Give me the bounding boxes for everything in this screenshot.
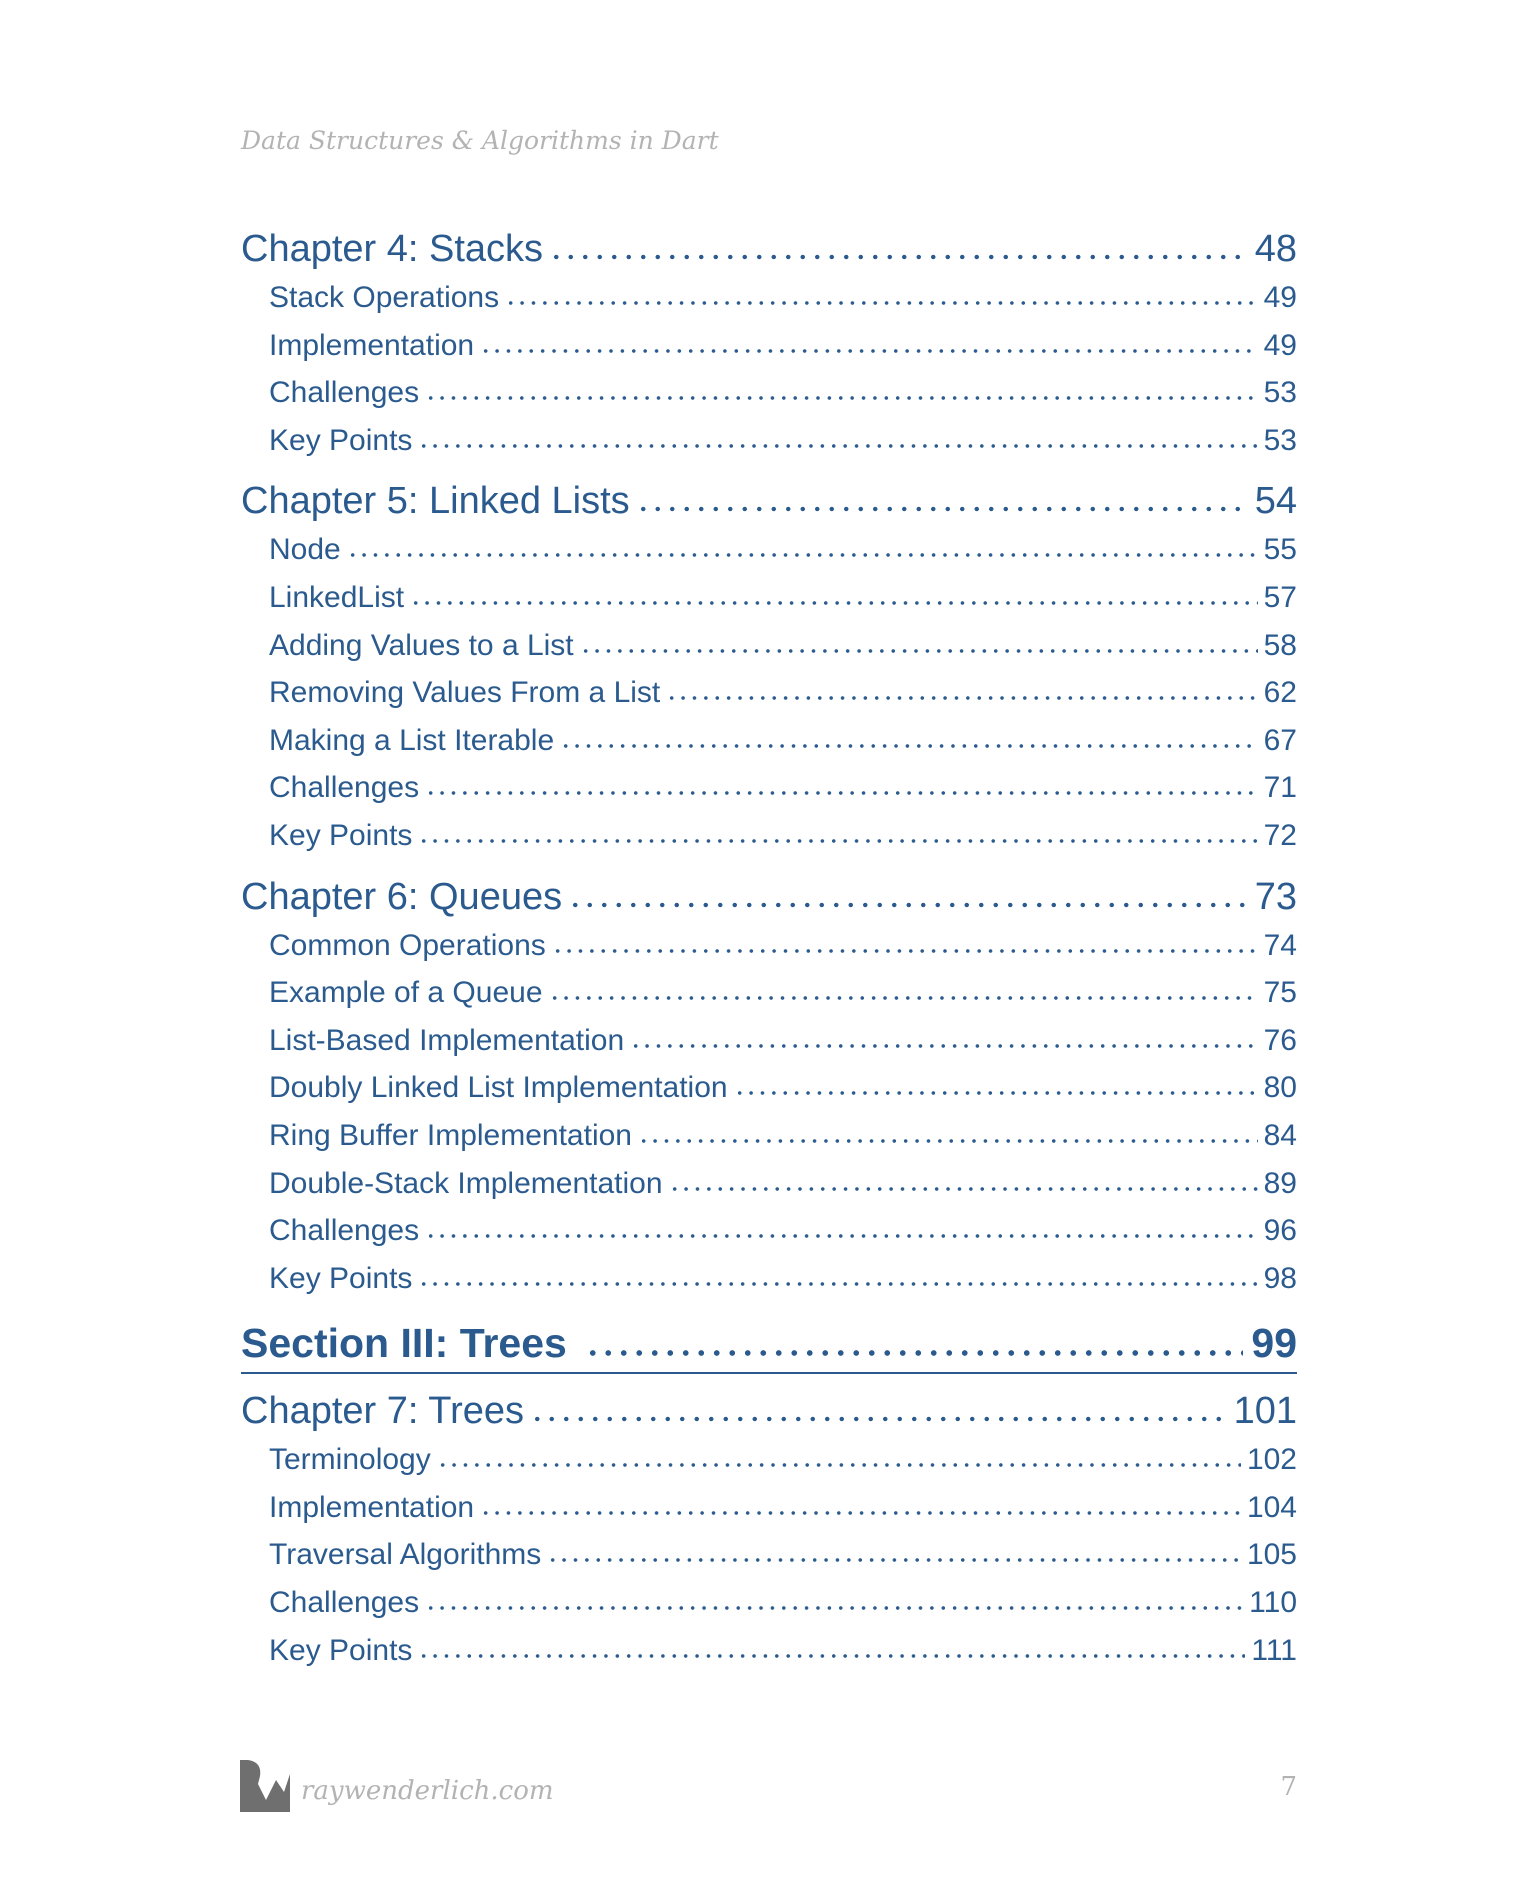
toc-entry-page: 55 bbox=[1263, 533, 1297, 567]
dot-leader bbox=[505, 299, 1258, 307]
toc-entry-sub[interactable] bbox=[241, 1064, 1297, 1112]
toc-entry-title: Doubly Linked List Implementation bbox=[269, 1071, 728, 1105]
toc-entry-chapter[interactable] bbox=[241, 224, 1297, 274]
toc-entry-page: 105 bbox=[1246, 1538, 1297, 1572]
dot-leader bbox=[549, 994, 1258, 1002]
toc-entry-sub[interactable] bbox=[241, 526, 1297, 574]
toc-entry-title: Double-Stack Implementation bbox=[269, 1166, 663, 1200]
toc-entry-title: Challenges bbox=[269, 1586, 420, 1620]
dot-leader bbox=[437, 1461, 1241, 1469]
toc-entry-page: 110 bbox=[1249, 1586, 1297, 1620]
toc-entry-page: 49 bbox=[1263, 328, 1297, 362]
toc-entry-chapter[interactable] bbox=[241, 476, 1297, 526]
dot-leader bbox=[418, 1280, 1257, 1288]
toc-entry-page: 104 bbox=[1246, 1490, 1297, 1524]
toc-entry-sub[interactable] bbox=[241, 1017, 1297, 1065]
toc-entry-title: Adding Values to a List bbox=[269, 628, 574, 662]
toc-entry-sub[interactable] bbox=[241, 1436, 1297, 1484]
toc-entry-page: 48 bbox=[1254, 228, 1297, 270]
toc-entry-title: Key Points bbox=[269, 1261, 413, 1295]
toc-entry-page: 62 bbox=[1263, 676, 1297, 710]
toc-entry-title: Challenges bbox=[269, 376, 420, 410]
dot-leader bbox=[552, 947, 1258, 955]
toc-entry-sub[interactable] bbox=[241, 1579, 1297, 1627]
dot-leader bbox=[669, 1185, 1258, 1193]
toc-entry-title: Common Operations bbox=[269, 928, 546, 962]
toc-entry-page: 54 bbox=[1254, 480, 1297, 523]
toc-entry-page: 75 bbox=[1263, 976, 1297, 1010]
toc-entry-page: 57 bbox=[1263, 580, 1297, 614]
toc-entry-title: Key Points bbox=[269, 423, 413, 457]
dot-leader bbox=[636, 505, 1249, 513]
toc-entry-sub[interactable] bbox=[241, 669, 1297, 717]
toc-entry-sub[interactable] bbox=[241, 1160, 1297, 1208]
toc-entry-sub[interactable] bbox=[241, 764, 1297, 812]
toc-entry-title: Making a List Iterable bbox=[269, 723, 555, 757]
toc-entry-chapter[interactable] bbox=[241, 872, 1297, 922]
running-header: Data Structures & Algorithms in Dart bbox=[241, 126, 719, 155]
toc-entry-title: Section III: Trees bbox=[241, 1320, 567, 1367]
toc-entry-title: Node bbox=[269, 533, 341, 567]
toc-entry-page: 89 bbox=[1263, 1166, 1297, 1200]
dot-leader bbox=[547, 1556, 1241, 1564]
toc-entry-page: 76 bbox=[1263, 1023, 1297, 1057]
toc-entry-sub[interactable] bbox=[241, 717, 1297, 765]
toc-entry-title: Challenges bbox=[269, 1214, 420, 1248]
dot-leader bbox=[630, 1042, 1257, 1050]
toc-entry-title: Ring Buffer Implementation bbox=[269, 1118, 632, 1152]
dot-leader bbox=[425, 1232, 1258, 1240]
toc-entry-page: 53 bbox=[1263, 376, 1297, 410]
toc-entry-sub[interactable] bbox=[241, 574, 1297, 622]
dot-leader bbox=[585, 1349, 1244, 1357]
dot-leader bbox=[425, 1604, 1243, 1612]
toc-entry-page: 102 bbox=[1246, 1443, 1297, 1477]
toc-entry-sub[interactable] bbox=[241, 417, 1297, 465]
toc-entry-title: Key Points bbox=[269, 818, 413, 852]
dot-leader bbox=[734, 1089, 1258, 1097]
toc-entry-page: 49 bbox=[1263, 281, 1297, 314]
toc-entry-sub[interactable] bbox=[241, 1627, 1297, 1675]
toc-entry-sub[interactable] bbox=[241, 1531, 1297, 1579]
toc-entry-title: Stack Operations bbox=[269, 281, 500, 314]
toc-entry-title: List-Based Implementation bbox=[269, 1023, 625, 1057]
footer-site-link[interactable]: raywenderlich.com bbox=[301, 1776, 554, 1806]
dot-leader bbox=[418, 837, 1257, 845]
toc-entry-title: Terminology bbox=[269, 1443, 431, 1477]
toc-entry-title: LinkedList bbox=[269, 580, 405, 614]
dot-leader bbox=[347, 551, 1258, 559]
toc-entry-page: 73 bbox=[1254, 875, 1297, 918]
dot-leader bbox=[425, 789, 1258, 797]
dot-leader bbox=[549, 253, 1249, 261]
dot-leader bbox=[410, 599, 1258, 607]
toc-entry-sub[interactable] bbox=[241, 969, 1297, 1017]
toc-entry-page: 58 bbox=[1263, 628, 1297, 662]
toc-entry-page: 98 bbox=[1263, 1261, 1297, 1295]
toc-entry-page: 72 bbox=[1263, 818, 1297, 852]
toc-entry-title: Traversal Algorithms bbox=[269, 1538, 542, 1572]
toc-entry-sub[interactable] bbox=[241, 1112, 1297, 1160]
dot-leader bbox=[560, 742, 1257, 750]
toc-entry-title: Chapter 7: Trees bbox=[241, 1390, 525, 1433]
toc-entry-page: 74 bbox=[1263, 928, 1297, 962]
toc-entry-sub[interactable] bbox=[241, 1255, 1297, 1303]
toc-entry-page: 84 bbox=[1263, 1118, 1297, 1152]
toc-entry-sub[interactable] bbox=[241, 622, 1297, 670]
page-number: 7 bbox=[1280, 1772, 1297, 1802]
dot-leader bbox=[568, 901, 1249, 909]
dot-leader bbox=[580, 647, 1258, 655]
toc-entry-title: Challenges bbox=[269, 771, 420, 805]
dot-leader bbox=[425, 394, 1258, 402]
table-of-contents bbox=[241, 224, 1297, 1674]
dot-leader bbox=[666, 694, 1257, 702]
dot-leader bbox=[530, 1415, 1228, 1423]
toc-entry-title: Chapter 4: Stacks bbox=[241, 228, 544, 270]
toc-entry-section[interactable] bbox=[241, 1316, 1297, 1374]
toc-entry-page: 67 bbox=[1263, 723, 1297, 757]
toc-entry-title: Removing Values From a List bbox=[269, 676, 661, 710]
toc-entry-sub[interactable] bbox=[241, 1207, 1297, 1255]
dot-leader bbox=[638, 1137, 1258, 1145]
toc-entry-sub[interactable] bbox=[241, 274, 1297, 322]
toc-entry-page: 101 bbox=[1233, 1390, 1297, 1433]
toc-entry-title: Chapter 5: Linked Lists bbox=[241, 480, 630, 523]
toc-entry-page: 96 bbox=[1263, 1214, 1297, 1248]
toc-entry-sub[interactable] bbox=[241, 322, 1297, 370]
toc-entry-sub[interactable] bbox=[241, 922, 1297, 970]
dot-leader bbox=[480, 1509, 1241, 1517]
toc-entry-page: 80 bbox=[1263, 1071, 1297, 1105]
toc-entry-page: 111 bbox=[1251, 1633, 1297, 1667]
dot-leader bbox=[418, 442, 1257, 450]
toc-entry-title: Chapter 6: Queues bbox=[241, 875, 563, 918]
toc-entry-sub[interactable] bbox=[241, 1484, 1297, 1532]
dot-leader bbox=[480, 347, 1258, 355]
toc-entry-sub[interactable] bbox=[241, 369, 1297, 417]
toc-entry-title: Example of a Queue bbox=[269, 976, 543, 1010]
toc-entry-title: Implementation bbox=[269, 1490, 475, 1524]
toc-entry-title: Key Points bbox=[269, 1633, 413, 1667]
toc-entry-sub[interactable] bbox=[241, 812, 1297, 860]
toc-entry-page: 71 bbox=[1263, 771, 1297, 805]
toc-entry-page: 53 bbox=[1263, 423, 1297, 457]
toc-entry-page: 99 bbox=[1251, 1320, 1297, 1367]
toc-entry-title: Implementation bbox=[269, 328, 475, 362]
dot-leader bbox=[418, 1652, 1245, 1660]
toc-entry-chapter[interactable] bbox=[241, 1386, 1297, 1436]
raywenderlich-logo-icon bbox=[240, 1760, 290, 1812]
